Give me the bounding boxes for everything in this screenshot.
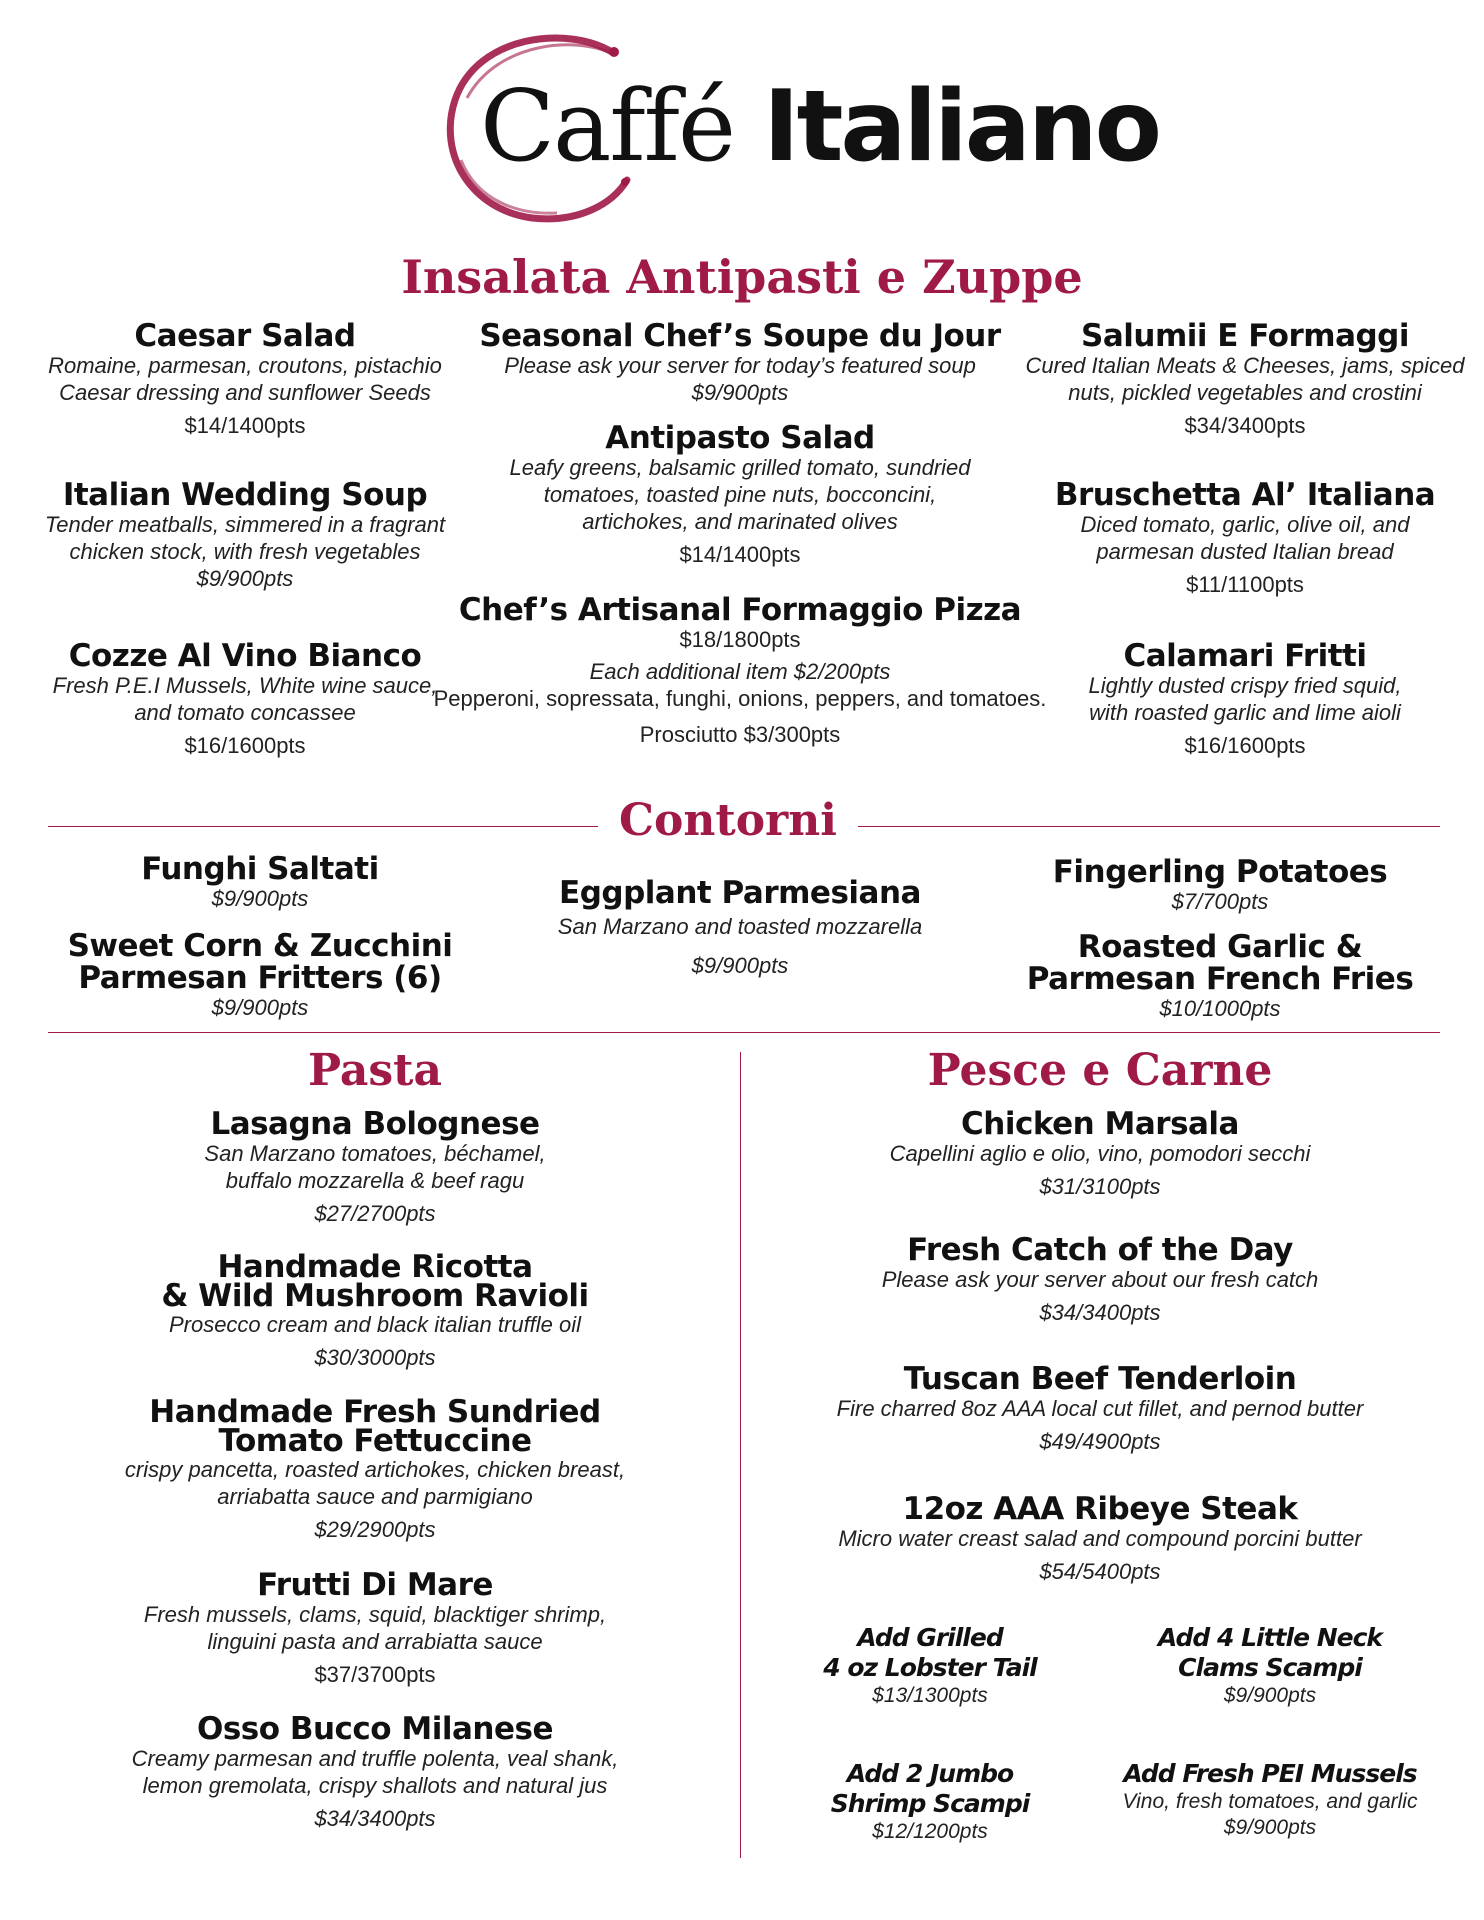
item-name: Tomato Fettuccine — [218, 1423, 532, 1459]
item-desc: Romaine, parmesan, croutons, pistachio — [48, 353, 442, 378]
menu-item-italian-wedding-soup — [20, 479, 470, 592]
item-name: Eggplant Parmesiana — [559, 875, 921, 911]
divider-line — [48, 826, 598, 827]
item-desc: Lightly dusted crispy fried squid, — [1088, 673, 1402, 698]
item-desc: Micro water creast salad and compound porcini butter — [838, 1526, 1362, 1551]
item-price: $27/2700pts — [314, 1201, 436, 1226]
menu-item-salumi-formaggi — [1020, 320, 1470, 440]
menu-item-funghi-saltati — [20, 853, 500, 912]
menu-item-chicken-marsala — [760, 1108, 1440, 1201]
item-price: $13/1300pts — [872, 1684, 988, 1707]
item-name: Add 2 Jumbo — [846, 1759, 1014, 1788]
column-divider — [740, 1052, 741, 1858]
item-price: $7/700pts — [1171, 889, 1269, 914]
menu-item-calamari-fritti — [1020, 640, 1470, 760]
menu-item-formaggio-pizza — [400, 594, 1080, 749]
item-name: Chef’s Artisanal Formaggio Pizza — [458, 592, 1022, 628]
item-name: Add Fresh PEI Mussels — [1123, 1759, 1417, 1788]
item-desc: Vino, fresh tomatoes, and garlic — [1122, 1790, 1418, 1813]
addon-shrimp-scampi — [780, 1759, 1080, 1845]
item-name: Cozze Al Vino Bianco — [68, 638, 422, 674]
item-price: $29/2900pts — [314, 1517, 436, 1542]
item-name: Osso Bucco Milanese — [197, 1711, 553, 1747]
item-desc: Cured Italian Meats & Cheeses, jams, spiced — [1025, 353, 1465, 378]
item-price: $49/4900pts — [1039, 1429, 1161, 1454]
menu-item-antipasto-salad — [470, 422, 1010, 569]
section-title-pesce-carne: Pesce e Carne — [927, 1045, 1273, 1096]
item-desc: artichokes, and marinated olives — [582, 509, 898, 534]
item-desc: Prosecco cream and black italian truffle oil — [168, 1312, 582, 1337]
item-name: Bruschetta Al’ Italiana — [1054, 477, 1436, 513]
logo-text-light: Caffé — [480, 70, 734, 184]
item-price: $16/1600pts — [184, 733, 306, 758]
menu-item-soupe-du-jour — [470, 320, 1010, 406]
item-name: 4 oz Lobster Tail — [823, 1653, 1037, 1682]
item-desc: Please ask your server for today’s featured soup — [504, 353, 976, 378]
menu-item-ribeye-steak — [760, 1493, 1440, 1586]
item-toppings: Pepperoni, sopressata, funghi, onions, peppers, and tomatoes. — [433, 686, 1047, 711]
section-title-pasta: Pasta — [307, 1045, 443, 1096]
item-desc: and tomato concassee — [134, 700, 356, 725]
menu-item-ricotta-mushroom-ravioli — [40, 1249, 710, 1372]
item-name: Lasagna Bolognese — [210, 1106, 540, 1142]
item-name: Add 4 Little Neck — [1157, 1623, 1383, 1652]
addon-pei-mussels — [1100, 1759, 1440, 1841]
item-desc: Caesar dressing and sunflower Seeds — [59, 380, 431, 405]
section-title-contorni: Contorni — [619, 795, 837, 846]
menu-item-frutti-di-mare — [40, 1569, 710, 1689]
item-price: $9/900pts — [211, 886, 309, 911]
item-name: & Wild Mushroom Ravioli — [161, 1278, 589, 1314]
item-desc: San Marzano and toasted mozzarella — [557, 914, 923, 939]
item-price: $18/1800pts — [679, 627, 801, 652]
item-desc: Fire charred 8oz AAA local cut fillet, and pernod butter — [836, 1396, 1364, 1421]
item-name: Salumii E Formaggi — [1081, 318, 1409, 354]
item-price: $14/1400pts — [679, 542, 801, 567]
item-price: $31/3100pts — [1039, 1174, 1161, 1199]
addon-lobster-tail — [780, 1623, 1080, 1709]
item-desc: Tender meatballs, simmered in a fragrant — [44, 512, 446, 537]
item-price: $34/3400pts — [1184, 413, 1306, 438]
item-price: $10/1000pts — [1159, 996, 1281, 1021]
item-price: $54/5400pts — [1039, 1559, 1161, 1584]
item-desc: Fresh mussels, clams, squid, blacktiger shrimp, — [143, 1602, 607, 1627]
item-price: $9/900pts — [211, 995, 309, 1020]
item-name: Shrimp Scampi — [830, 1789, 1030, 1818]
logo-wordmark — [480, 70, 1159, 184]
divider-line — [48, 1032, 1440, 1033]
menu-item-osso-bucco-milanese — [40, 1713, 710, 1833]
item-price: $12/1200pts — [872, 1820, 988, 1843]
item-price: $9/900pts — [1223, 1816, 1317, 1839]
item-price: $9/900pts — [1223, 1684, 1317, 1707]
item-name: Parmesan French Fries — [1026, 961, 1414, 997]
logo-text-bold: Italiano — [763, 70, 1159, 184]
menu-item-garlic-parmesan-fries — [980, 931, 1460, 1022]
menu-item-corn-zucchini-fritters — [20, 930, 500, 1021]
item-name: Tuscan Beef Tenderloin — [903, 1361, 1297, 1397]
item-desc: buffalo mozzarella & beef ragu — [225, 1168, 525, 1193]
item-name: Fingerling Potatoes — [1052, 854, 1388, 890]
item-price: $16/1600pts — [1184, 733, 1306, 758]
menu-item-sundried-tomato-fettuccine — [40, 1394, 710, 1544]
item-name: Caesar Salad — [134, 318, 356, 354]
item-desc: chicken stock, with fresh vegetables — [69, 539, 421, 564]
item-name: Frutti Di Mare — [257, 1567, 493, 1603]
menu-item-caesar-salad — [20, 320, 470, 440]
divider-line — [858, 826, 1440, 827]
item-desc: Capellini aglio e olio, vino, pomodori secchi — [889, 1141, 1311, 1166]
item-name: Seasonal Chef’s Soupe du Jour — [479, 318, 1001, 354]
item-price: $9/900pts — [691, 380, 789, 405]
item-name: Parmesan Fritters (6) — [78, 960, 442, 996]
item-price: $9/900pts — [691, 953, 789, 978]
menu-item-fingerling-potatoes — [980, 856, 1460, 915]
item-name: Clams Scampi — [1178, 1653, 1362, 1682]
item-price: $30/3000pts — [314, 1345, 436, 1370]
item-desc: crispy pancetta, roasted artichokes, chicken breast, — [124, 1457, 626, 1482]
item-desc: parmesan dusted Italian bread — [1096, 539, 1394, 564]
item-desc: tomatoes, toasted pine nuts, bocconcini, — [543, 482, 937, 507]
item-name: Handmade Ricotta — [217, 1249, 533, 1285]
item-name: Chicken Marsala — [961, 1106, 1239, 1142]
item-desc: Diced tomato, garlic, olive oil, and — [1080, 512, 1410, 537]
item-name: Fresh Catch of the Day — [907, 1232, 1293, 1268]
menu-item-tuscan-beef-tenderloin — [760, 1363, 1440, 1456]
menu-item-eggplant-parmesiana — [500, 877, 980, 980]
item-price: $11/1100pts — [1186, 572, 1304, 597]
item-extra-price: Each additional item $2/200pts — [589, 659, 891, 684]
item-name: Handmade Fresh Sundried — [149, 1394, 601, 1430]
addon-clams-scampi — [1120, 1623, 1420, 1709]
item-price: $14/1400pts — [184, 413, 306, 438]
item-name: Add Grilled — [857, 1623, 1003, 1652]
item-name: Sweet Corn & Zucchini — [67, 928, 453, 964]
menu-item-fresh-catch — [760, 1234, 1440, 1327]
item-desc: Fresh P.E.I Mussels, White wine sauce, — [52, 673, 438, 698]
item-desc: Leafy greens, balsamic grilled tomato, sundried — [509, 455, 971, 480]
item-name: Calamari Fritti — [1123, 638, 1367, 674]
menu-item-bruschetta — [1020, 479, 1470, 599]
item-name: 12oz AAA Ribeye Steak — [902, 1491, 1298, 1527]
section-title-antipasti: Insalata Antipasti e Zuppe — [401, 250, 1083, 304]
item-name: Italian Wedding Soup — [62, 477, 428, 513]
item-desc: with roasted garlic and lime aioli — [1089, 700, 1401, 725]
item-price: $9/900pts — [196, 566, 294, 591]
item-desc: arriabatta sauce and parmigiano — [217, 1484, 533, 1509]
item-desc: Creamy parmesan and truffle polenta, veal shank, — [131, 1746, 619, 1771]
item-desc: lemon gremolata, crispy shallots and natural jus — [142, 1773, 608, 1798]
item-prosciutto-price: Prosciutto $3/300pts — [639, 722, 841, 747]
item-price: $34/3400pts — [1039, 1300, 1161, 1325]
item-price: $34/3400pts — [314, 1806, 436, 1831]
item-desc: San Marzano tomatoes, béchamel, — [204, 1141, 546, 1166]
item-price: $37/3700pts — [314, 1662, 436, 1687]
item-desc: Please ask your server about our fresh catch — [881, 1267, 1319, 1292]
item-name: Roasted Garlic & — [1077, 929, 1363, 965]
item-name: Funghi Saltati — [141, 851, 379, 887]
item-name: Antipasto Salad — [605, 420, 875, 456]
item-desc: nuts, pickled vegetables and crostini — [1068, 380, 1422, 405]
item-desc: linguini pasta and arrabiatta sauce — [207, 1629, 543, 1654]
menu-item-lasagna-bolognese — [40, 1108, 710, 1228]
